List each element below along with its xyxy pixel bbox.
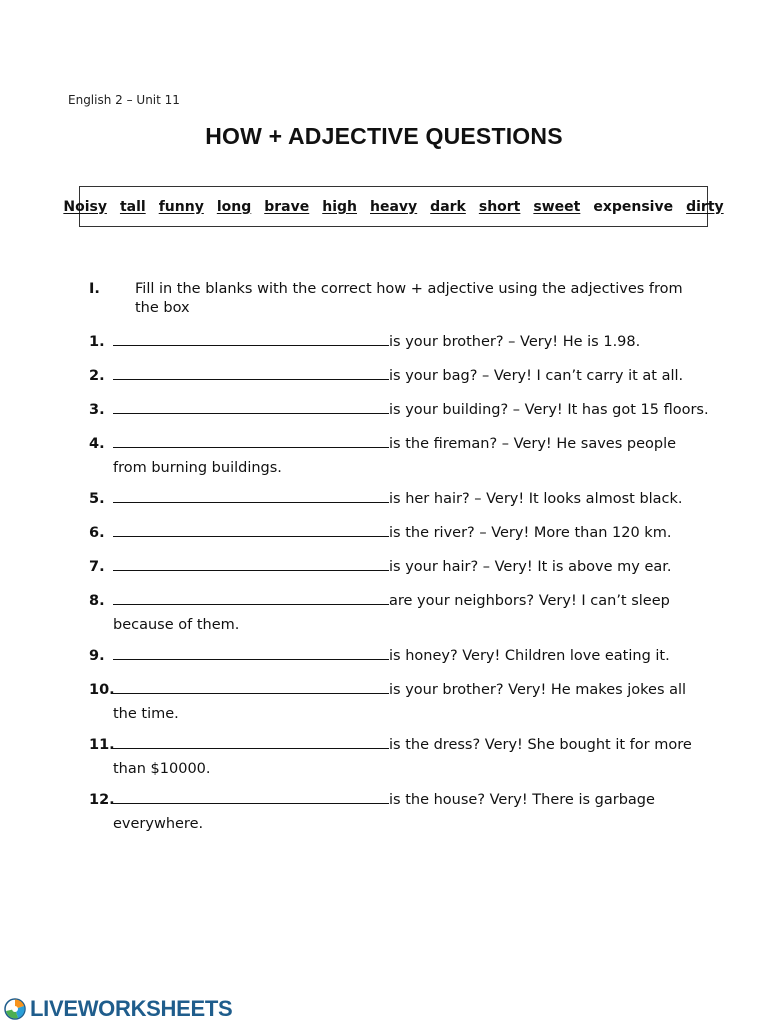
answer-blank[interactable]	[113, 330, 389, 346]
word-box-item: short	[478, 198, 521, 215]
question-item	[89, 678, 704, 726]
question-number: 11.	[89, 737, 115, 753]
answer-blank[interactable]	[113, 432, 389, 448]
question-number: 3.	[89, 402, 105, 418]
instruction-text: Fill in the blanks with the correct how + adjective using the adjectives from the box	[135, 281, 683, 316]
answer-blank[interactable]	[113, 678, 389, 694]
answer-blank[interactable]	[113, 555, 389, 571]
question-text: is your bag? – Very! I can’t carry it at all.	[389, 368, 684, 384]
instruction	[89, 280, 699, 318]
instruction-number: I.	[89, 281, 100, 297]
question-continuation: because of them.	[113, 617, 240, 633]
word-box-item: high	[322, 198, 357, 215]
word-box-item: tall	[119, 198, 146, 215]
question-number: 1.	[89, 334, 105, 350]
word-box-item: Noisy	[63, 198, 107, 215]
word-box-item: dirty	[686, 198, 724, 215]
question-number: 5.	[89, 491, 105, 507]
liveworksheets-logo[interactable]	[4, 994, 232, 1024]
question-continuation: everywhere.	[113, 816, 204, 832]
answer-blank[interactable]	[113, 364, 389, 380]
word-box-item: brave	[264, 198, 310, 215]
question-number: 6.	[89, 525, 105, 541]
question-text: is honey? Very! Children love eating it.	[389, 648, 670, 664]
word-box-item: long	[216, 198, 252, 215]
word-box-item: expensive	[593, 198, 674, 215]
question-text: is the dress? Very! She bought it for more	[389, 737, 692, 753]
question-text: is the house? Very! There is garbage	[389, 792, 655, 808]
question-text: is your brother? Very! He makes jokes all	[389, 682, 687, 698]
word-box-item: heavy	[370, 198, 418, 215]
word-box-item: sweet	[533, 198, 581, 215]
question-text: is your building? – Very! It has got 15 floors.	[389, 402, 709, 418]
answer-blank[interactable]	[113, 644, 389, 660]
answer-blank[interactable]	[113, 521, 389, 537]
answer-blank[interactable]	[113, 788, 389, 804]
question-item	[89, 364, 704, 388]
question-item	[89, 432, 704, 480]
question-continuation: the time.	[113, 706, 179, 722]
answer-blank[interactable]	[113, 589, 389, 605]
question-continuation: from burning buildings.	[113, 460, 282, 476]
question-number: 7.	[89, 559, 105, 575]
question-number: 9.	[89, 648, 105, 664]
adjective-word-box	[63, 186, 724, 227]
question-item	[89, 398, 709, 422]
answer-blank[interactable]	[113, 398, 389, 414]
logo-text: LIVEWORKSHEETS	[30, 996, 233, 1021]
word-box-item: funny	[158, 198, 204, 215]
question-text: is your brother? – Very! He is 1.98.	[389, 334, 641, 350]
question-text: is her hair? – Very! It looks almost black.	[389, 491, 683, 507]
question-item	[89, 487, 704, 511]
question-item	[89, 555, 704, 579]
answer-blank[interactable]	[113, 733, 389, 749]
page-title: HOW + ADJECTIVE QUESTIONS	[205, 123, 563, 149]
liveworksheets-logo-icon	[4, 998, 26, 1020]
question-item	[89, 589, 704, 637]
question-number: 12.	[89, 792, 115, 808]
unit-label: English 2 – Unit 11	[68, 93, 180, 107]
question-text: is your hair? – Very! It is above my ear.	[389, 559, 672, 575]
question-item	[89, 788, 704, 836]
question-item	[89, 521, 704, 545]
question-item	[89, 644, 704, 668]
question-item	[89, 330, 704, 354]
question-text: is the fireman? – Very! He saves people	[389, 436, 677, 452]
question-number: 8.	[89, 593, 105, 609]
question-number: 4.	[89, 436, 105, 452]
question-continuation: than $10000.	[113, 761, 211, 777]
question-text: are your neighbors? Very! I can’t sleep	[389, 593, 670, 609]
question-number: 10.	[89, 682, 115, 698]
question-number: 2.	[89, 368, 105, 384]
question-item	[89, 733, 704, 781]
question-text: is the river? – Very! More than 120 km.	[389, 525, 672, 541]
answer-blank[interactable]	[113, 487, 389, 503]
word-box-item: dark	[430, 198, 466, 215]
